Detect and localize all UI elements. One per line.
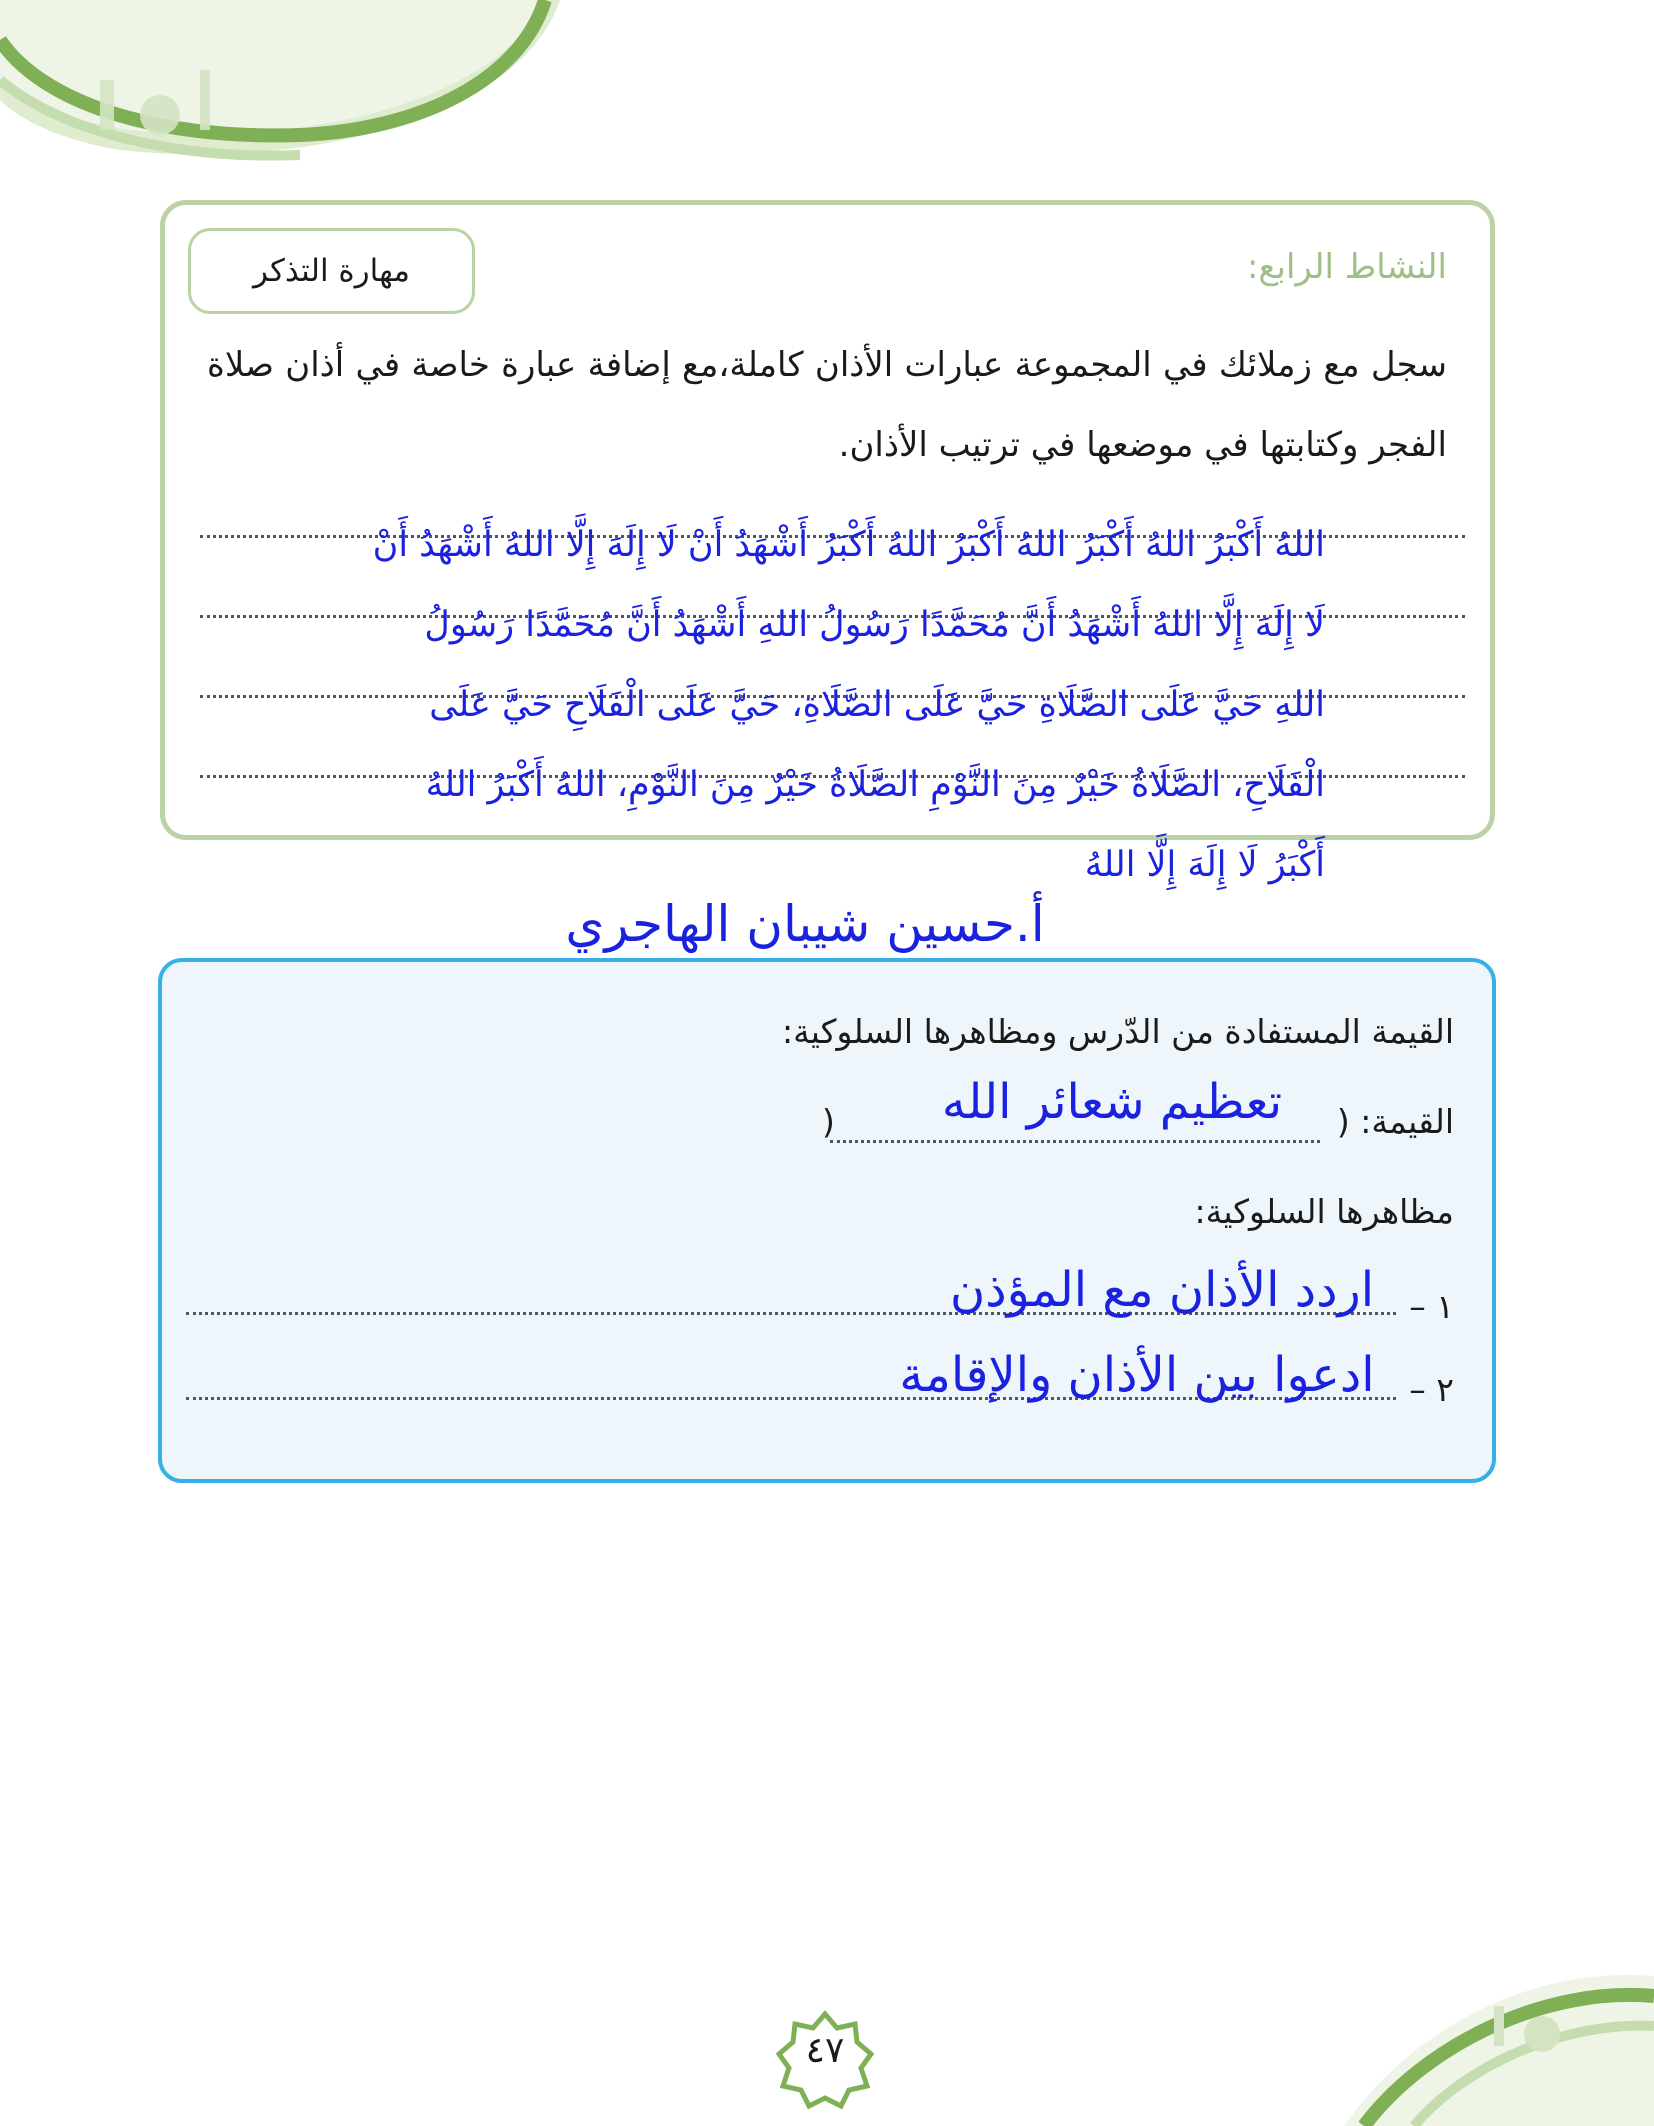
- value-box: [158, 958, 1496, 1483]
- skill-label: مهارة التذكر: [188, 228, 475, 314]
- behaviors-heading: مظاهرها السلوكية:: [1194, 1192, 1454, 1231]
- behavior-number: ١ –: [1409, 1287, 1454, 1326]
- top-corner-decoration: [0, 0, 560, 170]
- behavior-number: ٢ –: [1409, 1370, 1454, 1409]
- value-label: القيمة: (: [1336, 1102, 1454, 1141]
- value-answer: تعظيم شعائر الله: [941, 1074, 1283, 1130]
- activity-title: النشاط الرابع:: [1246, 247, 1447, 287]
- activity-instruction: سجل مع زملائك في المجموعة عبارات الأذان كاملة،مع إضافة عبارة خاصة في أذان صلاة الفجر وكتابتها في موضعها في ترتيب الأذان.: [207, 345, 1447, 465]
- handwritten-adhan: اللهُ أَكْبَرُ اللهُ أَكْبَرُ اللهُ أَكْبَرُ اللهُ أَكْبَرُ أَشْهَدُ أَنْ لَا إِلَهَ إِلَّا اللهُ أَشْهَدُ أَنْ لَا إِلَهَ إِلَّا اللهُ أَشْهَدُ أَنَّ مُحَمَّدًا رَسُولُ اللهِ أَشْهَدُ أَنَّ مُحَمَّدًا رَسُولُ اللهِ حَيَّ عَلَى الصَّلَاةِ حَيَّ عَلَى الصَّلَاةِ، حَيَّ عَلَى الْفَلَاحِ حَيَّ عَلَى الْفَلَاحِ، الصَّلَاةُ خَيْرٌ مِنَ النَّوْمِ الصَّلَاةُ خَيْرٌ مِنَ النَّوْمِ، اللهُ أَكْبَرُ اللهُ أَكْبَرُ لَا إِلَهَ إِلَّا اللهُ: [372, 525, 1325, 885]
- value-paren-close: ): [822, 1102, 835, 1141]
- value-heading: القيمة المستفادة من الدّرس ومظاهرها السلوكية:: [781, 1012, 1454, 1051]
- behavior-answer: اردد الأذان مع المؤذن: [949, 1262, 1375, 1318]
- teacher-name: أ.حسين شيبان الهاجري: [565, 895, 1045, 953]
- behavior-answer: ادعوا بين الأذان والإقامة: [899, 1347, 1375, 1403]
- page-number: ٤٧: [805, 2030, 845, 2071]
- value-answer-line: [830, 1140, 1320, 1143]
- bottom-corner-decoration: [1214, 1966, 1654, 2126]
- activity-box: [160, 200, 1495, 885]
